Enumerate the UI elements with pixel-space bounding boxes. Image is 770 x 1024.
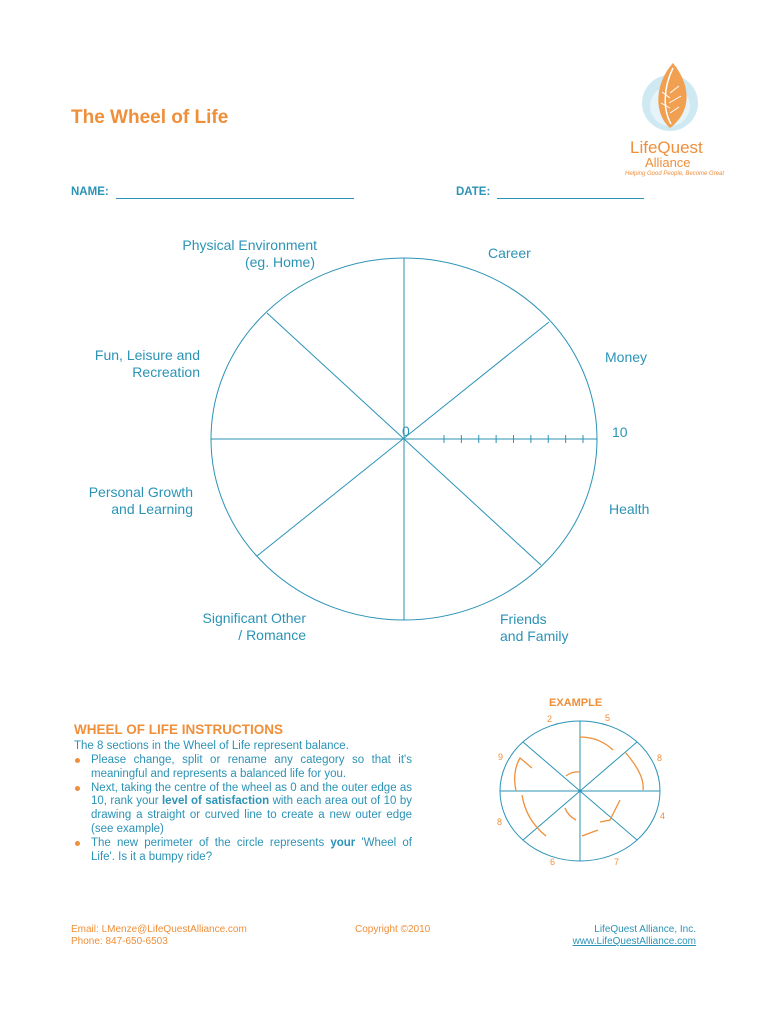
instruction-text: The new perimeter of the circle represents <box>91 836 331 849</box>
category-line: Personal Growth <box>88 484 193 500</box>
category-line: Fun, Leisure and <box>94 347 200 363</box>
scale-max-label: 10 <box>612 424 628 440</box>
category-line: Friends <box>500 611 547 627</box>
date-label: DATE: <box>456 186 491 198</box>
logo-tagline: Helping Good People, Become Great <box>625 171 725 177</box>
category-line: and Learning <box>111 501 193 517</box>
category-money: Money <box>605 349 648 365</box>
example-wheel <box>500 721 663 861</box>
example-score: 9 <box>498 752 504 762</box>
instructions-list <box>74 754 412 864</box>
example-score: 8 <box>657 753 663 763</box>
footer-company <box>520 924 696 948</box>
example-score: 5 <box>605 713 611 723</box>
example-score: 2 <box>547 714 553 724</box>
category-line: (eg. Home) <box>244 254 315 270</box>
email-label: Email: <box>71 924 99 935</box>
instructions-heading: WHEEL OF LIFE INSTRUCTIONS <box>74 722 283 737</box>
phone-number: 847-650-6503 <box>105 936 168 947</box>
example-score: 7 <box>614 857 620 867</box>
example-score: 6 <box>550 857 556 867</box>
instruction-item <box>74 837 412 865</box>
example-title: EXAMPLE <box>549 697 603 709</box>
category-health: Health <box>609 501 650 517</box>
instruction-text: with each area out of 10 by drawing a straight or curved line to create a new outer edge (see example) <box>91 795 412 835</box>
category-physical-environment <box>140 237 317 271</box>
footer-email-row <box>71 924 247 936</box>
phone-label: Phone: <box>71 936 103 947</box>
category-line: Physical Environment <box>182 237 317 253</box>
category-personal-growth <box>81 484 193 518</box>
example-score: 8 <box>497 817 503 827</box>
footer-phone-row <box>71 936 247 948</box>
example-score: 4 <box>660 811 666 821</box>
instruction-item <box>74 782 412 837</box>
name-label: NAME: <box>71 186 109 198</box>
instruction-text: Please change, split or rename any category so that it's meaningful and represents a balanced life for you. <box>91 754 412 780</box>
category-line: and Family <box>500 628 569 644</box>
logo-sub: Alliance <box>645 155 691 170</box>
footer-contact <box>71 924 247 948</box>
website-link[interactable]: www.LifeQuestAlliance.com <box>572 936 696 947</box>
category-fun-leisure <box>60 347 200 381</box>
company-name: LifeQuest Alliance, Inc. <box>594 924 696 935</box>
page-title: The Wheel of Life <box>71 107 229 128</box>
instruction-item <box>74 754 412 782</box>
category-line: Recreation <box>132 364 200 380</box>
category-career: Career <box>488 245 531 261</box>
instructions-intro: The 8 sections in the Wheel of Life represent balance. <box>74 740 349 752</box>
category-line: / Romance <box>238 627 306 643</box>
footer-copyright: Copyright ©2010 <box>355 924 431 935</box>
email-link[interactable]: LMenze@LifeQuestAlliance.com <box>101 924 247 935</box>
instruction-emphasis: your <box>330 836 356 849</box>
category-friends-family <box>500 611 568 645</box>
instruction-text: Next, taking the centre of the wheel as 0 and the outer edge as 10, rank your <box>91 781 412 808</box>
category-significant-other <box>175 610 306 644</box>
scale-min-label: 0 <box>402 423 410 439</box>
instruction-emphasis: level of satisfaction <box>161 795 270 808</box>
logo-name: LifeQuest <box>630 138 703 157</box>
instruction-text: 'Wheel of Life'. Is it a bumpy ride? <box>91 836 412 863</box>
category-line: Significant Other <box>202 610 306 626</box>
